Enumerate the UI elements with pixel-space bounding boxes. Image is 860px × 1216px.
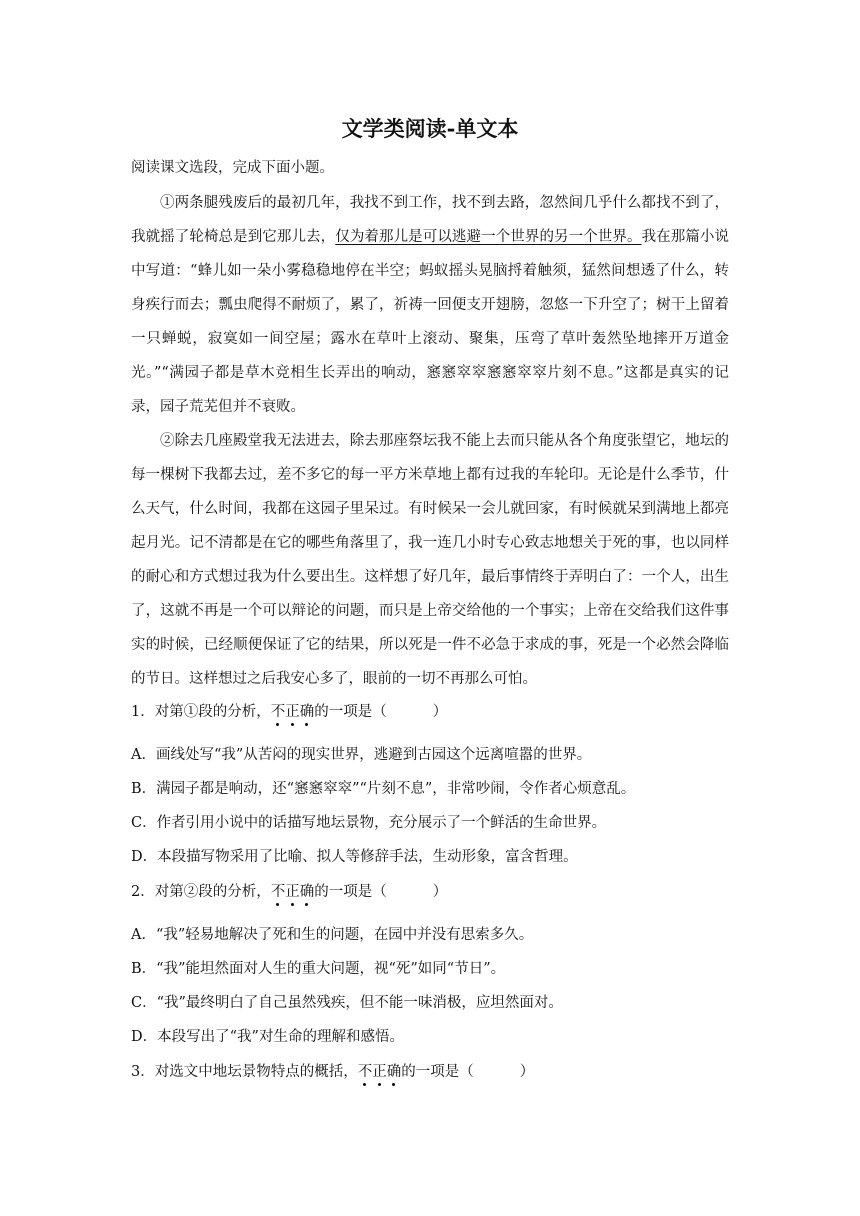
emphasis-char: 正 (372, 1064, 387, 1080)
question-1-option-d: D．本段描写物采用了比喻、拟人等修辞手法，生动形象，富含哲理。 (131, 849, 578, 865)
passage-paragraph-1 (131, 186, 729, 424)
passage-paragraph-2: ②除去几座殿堂我无法进去，除去那座祭坛我不能上去而只能从各个角度张望它，地坛的每一棵树下我都去过，差不多它的每一平方米草地上都有过我的车轮印。无论是什么季节，什么天气，什么时间，我都在这园子里呆过。有时候呆一会儿就回家，有时候就呆到满地上都亮起月光。记不清都是在它的哪些角落里了，我一连几小时专心致志地想关于死的事，也以同样的耐心和方式想过我为什么要出生。这样想了好几年，最后事情终于弄明白了：一个人，出生了，这就不再是一个可以辩论的问题，而只是上帝交给他的一个事实；上帝在交给我们这件事实的时候，已经顺便保证了它的结果，所以死是一件不必急于求成的事，死是一个必然会降临的节日。这样想过之后我安心多了，眼前的一切不再那么可怕。 (131, 433, 729, 687)
paragraph-1-text-end: 我在那篇小说中写道：“蜂儿如一朵小雾稳稳地停在半空；蚂蚁摇头晃脑捋着触须，猛然间想透了什么，转身疾行而去；瓢虫爬得不耐烦了，累了，祈祷一回便支开翅膀，忽悠一下升空了；树干上留着一只蝉蜕，寂寞如一间空屋；露水在草叶上滚动、聚集，压弯了草叶轰然坠地摔开万道金光。”“满园子都是草木竞相生长弄出的响动，窸窸窣窣窸窸窣窣片刻不息。”这都是真实的记录，园子荒芜但并不衰败。 (131, 229, 730, 415)
emphasis-char: 正 (285, 884, 300, 900)
question-2-stem (131, 880, 447, 901)
question-stem-suffix: 的一项是（ (401, 1064, 474, 1080)
emphasis-char: 确 (386, 1064, 402, 1080)
question-3-stem (131, 1060, 534, 1081)
closing-paren: ） (432, 704, 448, 720)
emphasis-char: 不 (357, 1064, 373, 1080)
closing-paren: ） (432, 884, 448, 900)
question-2-option-c: C．“我”最终明白了自己虽然残疾，但不能一味消极，应坦然面对。 (131, 995, 563, 1011)
question-stem-suffix: 的一项是（ (314, 884, 387, 900)
question-stem-prefix: 2．对第②段的分析， (131, 884, 271, 900)
question-stem-suffix: 的一项是（ (314, 704, 387, 720)
emphasis-char: 正 (285, 704, 300, 720)
instructions: 阅读课文选段，完成下面小题。 (131, 160, 334, 176)
emphasis-char: 确 (299, 884, 315, 900)
question-2-option-a: A．“我”轻易地解决了死和生的问题，在园中并没有思索多久。 (131, 927, 534, 943)
question-1-stem (131, 700, 447, 721)
question-1-option-c: C．作者引用小说中的话描写地坛景物，充分展示了一个鲜活的生命世界。 (131, 815, 607, 831)
emphasis-char: 确 (299, 704, 315, 720)
question-2-option-b: B．“我”能坦然面对人生的重大问题，视“死”如同“节日”。 (131, 961, 506, 977)
emphasis-char: 不 (270, 704, 286, 720)
underlined-sentence: 仅为着那儿是可以逃避一个世界的另一个世界。 (335, 229, 642, 245)
closing-paren: ） (519, 1064, 535, 1080)
question-stem-prefix: 1．对第①段的分析， (131, 704, 271, 720)
paragraph-1-text-start: ①两条腿残废后的最初几年，我找不到工作，找不到去路，忽然间几乎什么都找不到了，我就摇了轮椅总是到它那儿去， (131, 195, 729, 245)
emphasis-char: 不 (270, 884, 286, 900)
question-1-option-b: B．满园子都是响动，还“窸窸窣窣”“片刻不息”，非常吵闹，令作者心烦意乱。 (131, 781, 636, 797)
question-2-option-d: D．本段写出了“我”对生命的理解和感悟。 (131, 1029, 404, 1045)
question-1-option-a: A．画线处写“我”从苦闷的现实世界，逃避到古园这个远离喧嚣的世界。 (131, 747, 592, 763)
question-stem-prefix: 3．对选文中地坛景物特点的概括， (131, 1064, 358, 1080)
page-title: 文学类阅读-单文本 (341, 116, 519, 141)
